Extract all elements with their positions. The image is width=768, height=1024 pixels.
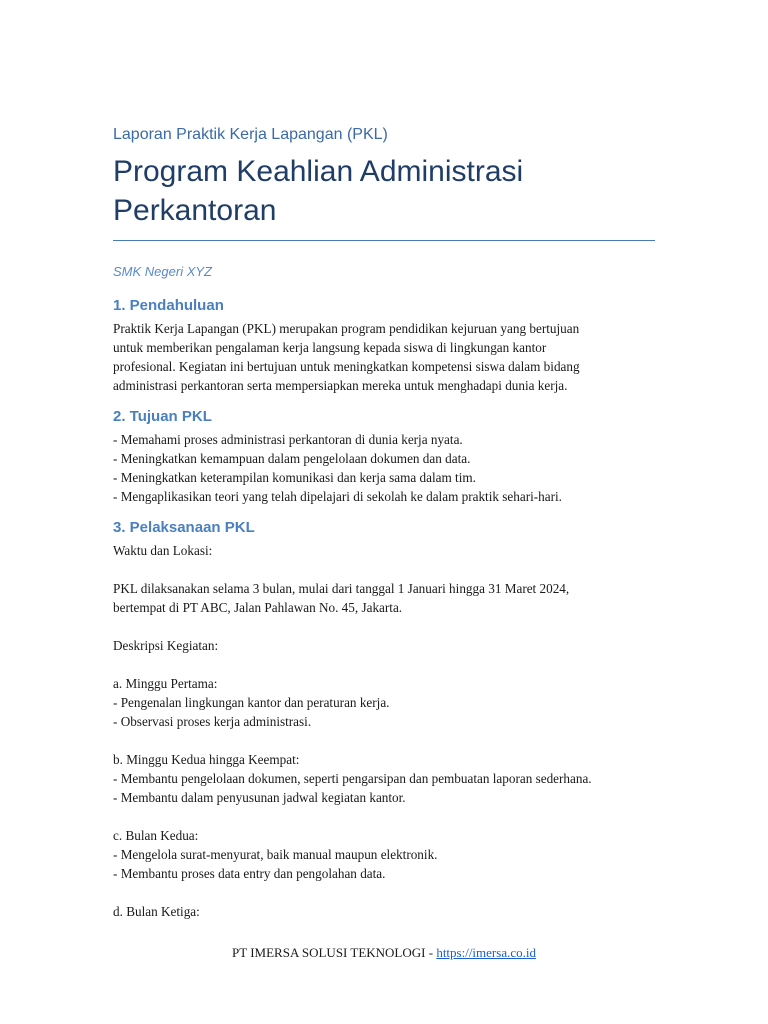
footer-company: PT IMERSA SOLUSI TEKNOLOGI -	[232, 945, 437, 960]
report-subtitle: Laporan Praktik Kerja Lapangan (PKL)	[113, 126, 388, 143]
school-name: SMK Negeri XYZ	[113, 264, 212, 279]
month3-label: d. Bulan Ketiga:	[113, 904, 200, 919]
section-heading-intro: 1. Pendahuluan	[113, 297, 224, 314]
intro-line: profesional. Kegiatan ini bertujuan untuk meningkatkan kompetensi siswa dalam bidang	[113, 359, 580, 374]
goal-item: - Meningkatkan keterampilan komunikasi dan kerja sama dalam tim.	[113, 470, 476, 485]
report-title	[113, 152, 655, 230]
intro-line: administrasi perkantoran serta mempersiapkan mereka untuk menghadapi dunia kerja.	[113, 378, 568, 393]
week2-item: - Membantu pengelolaan dokumen, seperti pengarsipan dan pembuatan laporan sederhana.	[113, 771, 592, 786]
title-divider	[113, 240, 655, 241]
month2-label: c. Bulan Kedua:	[113, 828, 199, 843]
document-page	[113, 124, 655, 921]
week2-item: - Membantu dalam penyusunan jadwal kegiatan kantor.	[113, 790, 406, 805]
goal-item: - Mengaplikasikan teori yang telah dipelajari di sekolah ke dalam praktik sehari-hari.	[113, 489, 562, 504]
week1-item: - Observasi proses kerja administrasi.	[113, 714, 312, 729]
title-line-2: Perkantoran	[113, 194, 277, 227]
footer-link[interactable]: https://imersa.co.id	[436, 945, 536, 960]
week2-label: b. Minggu Kedua hingga Keempat:	[113, 752, 300, 767]
month2-item: - Mengelola surat-menyurat, baik manual maupun elektronik.	[113, 847, 438, 862]
goal-item: - Meningkatkan kemampuan dalam pengelolaan dokumen dan data.	[113, 451, 471, 466]
title-line-1: Program Keahlian Administrasi	[113, 155, 524, 188]
time-line: bertempat di PT ABC, Jalan Pahlawan No. 45, Jakarta.	[113, 600, 403, 615]
intro-line: untuk memberikan pengalaman kerja langsung kepada siswa di lingkungan kantor	[113, 340, 547, 355]
week1-item: - Pengenalan lingkungan kantor dan peraturan kerja.	[113, 695, 390, 710]
section-heading-implementation: 3. Pelaksanaan PKL	[113, 519, 255, 536]
month2-item: - Membantu proses data entry dan pengolahan data.	[113, 866, 386, 881]
week1-label: a. Minggu Pertama:	[113, 676, 218, 691]
intro-line: Praktik Kerja Lapangan (PKL) merupakan program pendidikan kejuruan yang bertujuan	[113, 321, 580, 336]
time-label: Waktu dan Lokasi:	[113, 543, 213, 558]
section-heading-goals: 2. Tujuan PKL	[113, 408, 212, 425]
description-label: Deskripsi Kegiatan:	[113, 638, 219, 653]
goal-item: - Memahami proses administrasi perkantoran di dunia kerja nyata.	[113, 432, 463, 447]
time-line: PKL dilaksanakan selama 3 bulan, mulai dari tanggal 1 Januari hingga 31 Maret 2024,	[113, 581, 570, 596]
page-footer	[0, 945, 768, 961]
